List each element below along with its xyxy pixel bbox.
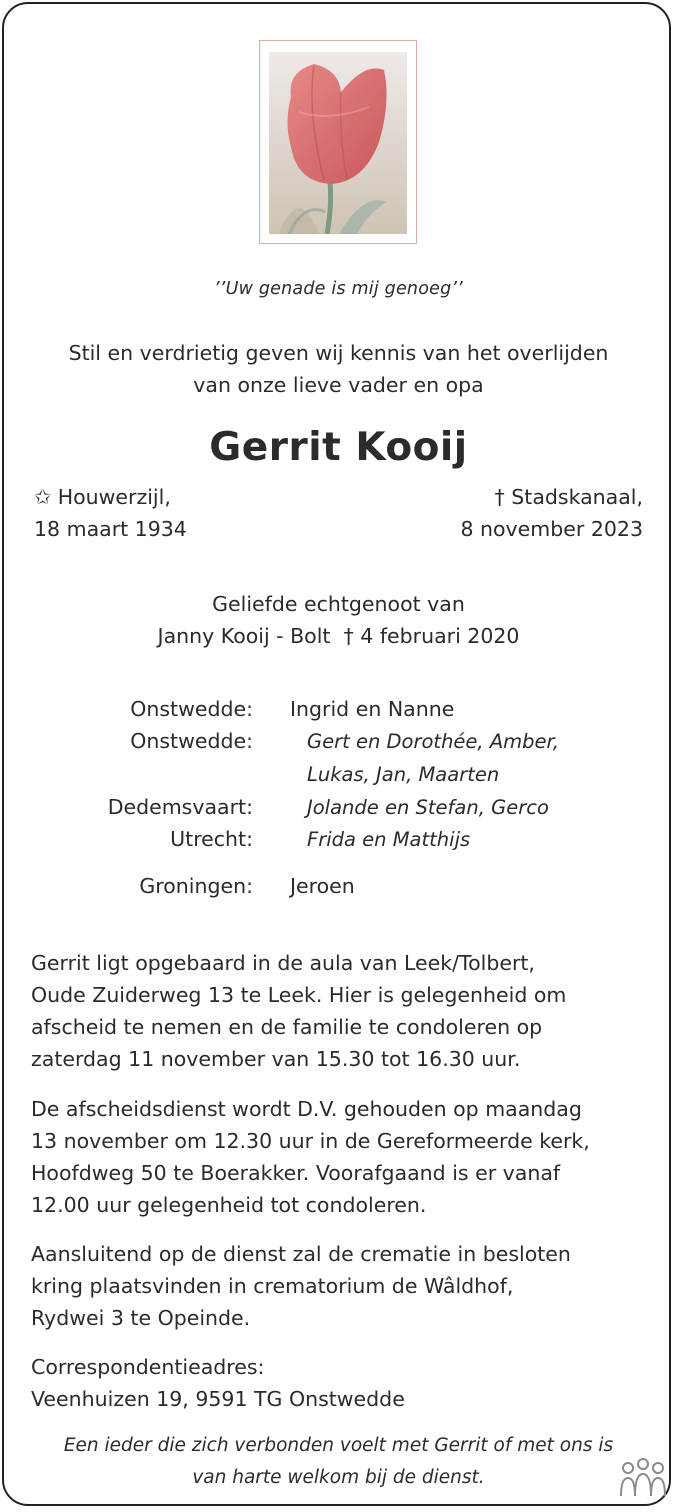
intro-text <box>0 337 677 401</box>
viewing-paragraph <box>31 947 656 1075</box>
family-names: Lukas, Jan, Maarten <box>307 763 500 786</box>
paragraph-line: Oude Zuiderweg 13 te Leek. Hier is gelegenheid om <box>31 983 567 1007</box>
paragraph-line: 13 november om 12.30 uur in de Gereformeerde kerk, <box>31 1129 590 1153</box>
family-names: Gert en Dorothée, Amber, <box>307 730 559 753</box>
spouse-intro: Geliefde echtgenoot van <box>212 592 465 616</box>
family-names: Frida en Matthijs <box>307 828 471 851</box>
paragraph-line: zaterdag 11 november van 15.30 tot 16.30 uur. <box>31 1047 521 1071</box>
death-cross-icon: † <box>494 485 505 509</box>
closing-text <box>0 1430 677 1494</box>
intro-line: van onze lieve vader en opa <box>193 373 484 397</box>
paragraph-line: Gerrit ligt opgebaard in de aula van Leek/Tolbert, <box>31 951 535 975</box>
family-names: Jeroen <box>290 874 355 898</box>
intro-line: Stil en verdrietig geven wij kennis van het overlijden <box>68 341 609 365</box>
tulip-painting <box>259 40 417 244</box>
paragraph-line: Rydwei 3 te Opeinde. <box>31 1306 251 1330</box>
family-place: Groningen: <box>139 874 253 898</box>
family-place: Onstwedde: <box>130 697 253 721</box>
correspondence-paragraph <box>31 1351 656 1415</box>
cremation-paragraph <box>31 1238 656 1334</box>
death-date: 8 november 2023 <box>460 517 643 541</box>
spouse-info <box>0 588 677 652</box>
death-info <box>460 481 643 545</box>
paragraph-line: Aansluitend op de dienst zal de crematie in besloten <box>31 1242 571 1266</box>
spouse-name: Janny Kooij - Bolt <box>157 624 331 648</box>
tulip-icon <box>269 52 407 234</box>
birth-place: Houwerzijl, <box>57 485 171 509</box>
closing-line: Een ieder die zich verbonden voelt met Gerrit of met ons is <box>63 1435 614 1456</box>
people-group-icon <box>618 1456 668 1500</box>
death-place: Stadskanaal, <box>511 485 643 509</box>
birth-info <box>34 481 187 545</box>
family-place: Onstwedde: <box>130 729 253 753</box>
family-names: Jolande en Stefan, Gerco <box>307 796 549 819</box>
deceased-name: Gerrit Kooij <box>209 425 468 470</box>
family-place: Dedemsvaart: <box>107 795 253 819</box>
paragraph-line: Correspondentieadres: <box>31 1355 265 1379</box>
family-names: Ingrid en Nanne <box>290 697 455 721</box>
birth-star-icon: ✩ <box>34 485 52 509</box>
paragraph-line: afscheid te nemen en de familie te condoleren op <box>31 1015 543 1039</box>
paragraph-line: 12.00 uur gelegenheid tot condoleren. <box>31 1193 427 1217</box>
paragraph-line: Hoofdweg 50 te Boerakker. Voorafgaand is er vanaf <box>31 1161 561 1185</box>
paragraph-line: De afscheidsdienst wordt D.V. gehouden op maandag <box>31 1097 582 1121</box>
motto: ’’Uw genade is mij genoeg’’ <box>214 279 463 299</box>
birth-date: 18 maart 1934 <box>34 517 187 541</box>
paragraph-line: Veenhuizen 19, 9591 TG Onstwedde <box>31 1387 405 1411</box>
closing-line: van harte welkom bij de dienst. <box>192 1467 485 1488</box>
family-place: Utrecht: <box>170 827 253 851</box>
paragraph-line: kring plaatsvinden in crematorium de Wâldhof, <box>31 1274 514 1298</box>
spouse-death: † 4 februari 2020 <box>343 624 520 648</box>
service-paragraph <box>31 1093 656 1221</box>
